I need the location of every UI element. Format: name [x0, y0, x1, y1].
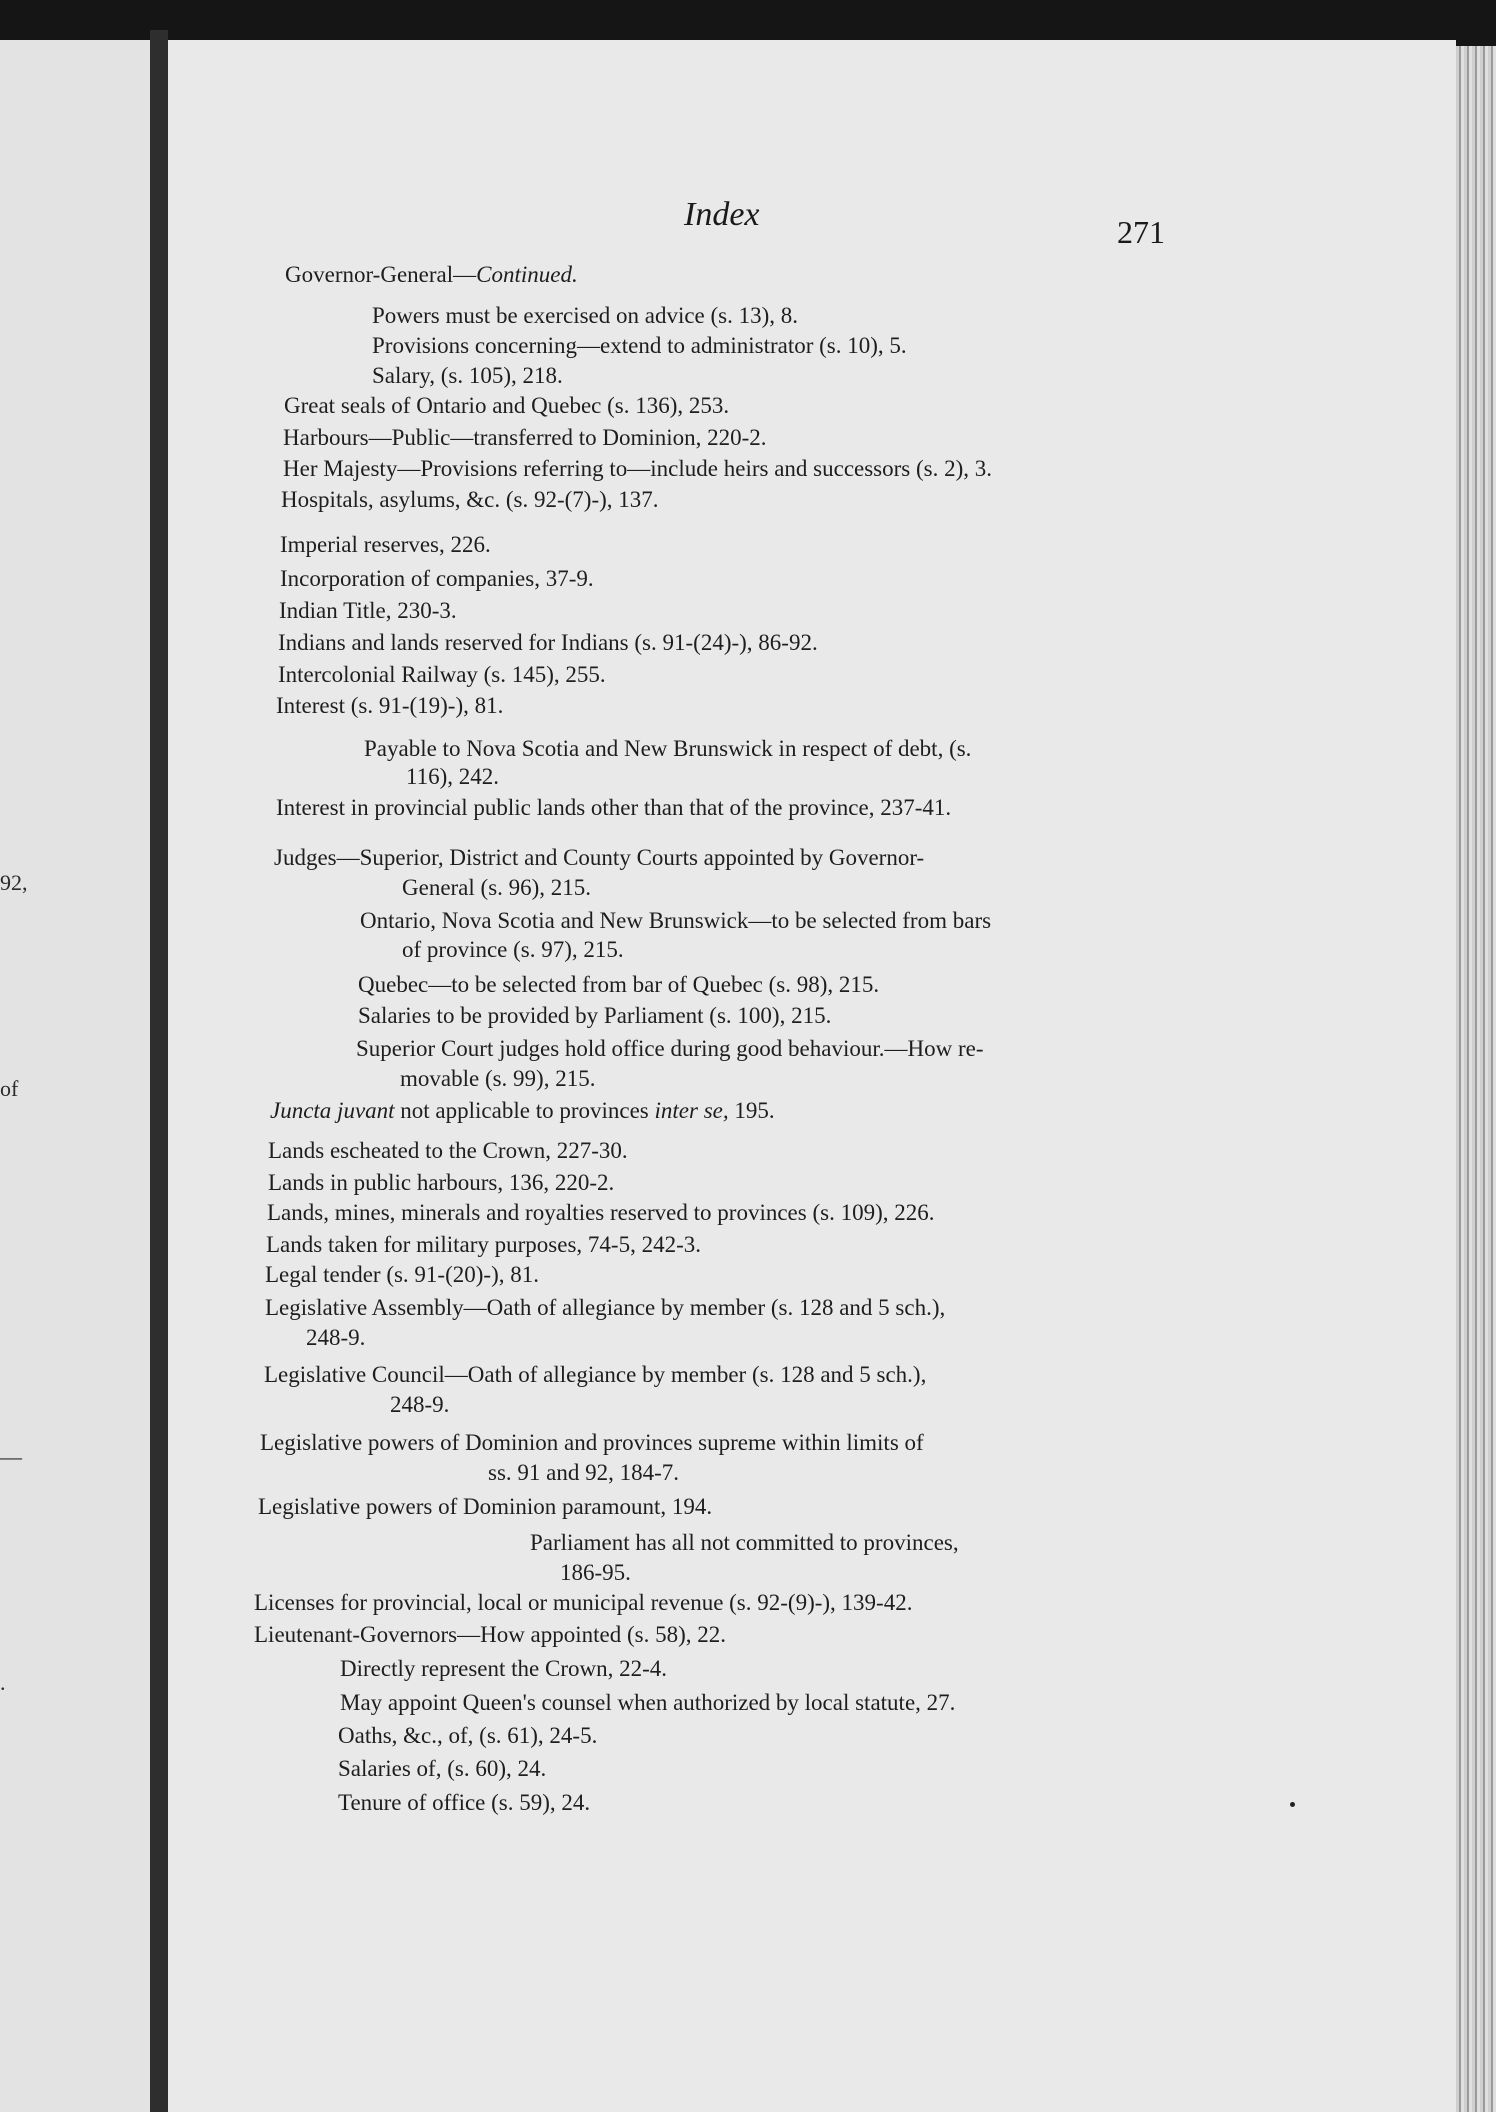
- entry-text: of province (s. 97), 215.: [402, 937, 624, 962]
- speck: [1290, 1802, 1295, 1807]
- entry-text: Oaths, &c., of, (s. 61), 24-5.: [338, 1723, 598, 1748]
- italic-text: Continued.: [476, 262, 578, 287]
- index-entry-line: [406, 764, 499, 790]
- entry-text: Governor-General—: [285, 262, 477, 287]
- entry-text: Lands, mines, minerals and royalties reserved to provinces (s. 109), 226.: [267, 1200, 935, 1225]
- index-entry-line: [278, 662, 606, 688]
- index-entry-line: [283, 425, 767, 451]
- entry-text: Her Majesty—Provisions referring to—include heirs and successors (s. 2), 3.: [283, 456, 993, 481]
- entry-text: Powers must be exercised on advice (s. 13), 8.: [372, 303, 799, 328]
- index-entry-line: [254, 1622, 726, 1648]
- left-page-fragment: 92,: [0, 870, 28, 895]
- index-entry-line: [281, 487, 659, 513]
- entry-text: Indians and lands reserved for Indians (s. 91-(24)-), 86-92.: [278, 630, 818, 655]
- index-entry-line: [372, 333, 907, 359]
- entry-text: Tenure of office (s. 59), 24.: [338, 1790, 591, 1815]
- running-head-title: Index: [684, 196, 760, 233]
- entry-text: Imperial reserves, 226.: [280, 532, 491, 557]
- entry-text: Legislative powers of Dominion and provinces supreme within limits of: [260, 1430, 924, 1455]
- entry-text: Legislative Council—Oath of allegiance by member (s. 128 and 5 sch.),: [264, 1362, 927, 1387]
- index-entry-line: [340, 1656, 667, 1682]
- entry-text: Lands in public harbours, 136, 220-2.: [268, 1170, 615, 1195]
- index-entry-line: [268, 1138, 628, 1164]
- index-entry-line: [258, 1494, 712, 1520]
- entry-text: May appoint Queen's counsel when authorized by local statute, 27.: [340, 1690, 956, 1715]
- entry-text: Legislative Assembly—Oath of allegiance by member (s. 128 and 5 sch.),: [265, 1295, 946, 1320]
- entry-text: Payable to Nova Scotia and New Brunswick in respect of debt, (s.: [364, 736, 972, 761]
- entry-text: Parliament has all not committed to provinces,: [530, 1530, 959, 1555]
- entry-text: Legal tender (s. 91-(20)-), 81.: [265, 1262, 539, 1287]
- entry-text: Judges—Superior, District and County Courts appointed by Governor-: [274, 845, 925, 870]
- entry-text: General (s. 96), 215.: [402, 875, 592, 900]
- entry-text: Lieutenant-Governors—How appointed (s. 58), 22.: [254, 1622, 727, 1647]
- left-page-fragment: —: [0, 1444, 22, 1469]
- entry-text: Directly represent the Crown, 22-4.: [340, 1656, 668, 1681]
- entry-text: ss. 91 and 92, 184-7.: [488, 1460, 680, 1485]
- index-entry-line: [278, 630, 818, 656]
- index-entry-line: [276, 795, 951, 821]
- index-entry-line: [265, 1262, 539, 1288]
- index-entry-line: [270, 1098, 775, 1124]
- entry-text: Licenses for provincial, local or municipal revenue (s. 92-(9)-), 139-42.: [254, 1590, 913, 1615]
- index-entry-line: [264, 1362, 926, 1388]
- entry-text: Quebec—to be selected from bar of Quebec (s. 98), 215.: [358, 972, 880, 997]
- index-entry-line: [372, 363, 563, 389]
- entry-text: Interest (s. 91-(19)-), 81.: [276, 693, 504, 718]
- entry-text: 195.: [728, 1098, 775, 1123]
- italic-text: inter se,: [654, 1098, 729, 1123]
- entry-text: Legislative powers of Dominion paramount, 194.: [258, 1494, 713, 1519]
- italic-text: Juncta juvant: [270, 1098, 395, 1123]
- index-entry-line: [268, 1170, 614, 1196]
- page-number: 271: [1117, 214, 1165, 250]
- index-entry-line: [488, 1460, 679, 1486]
- entry-text: Incorporation of companies, 37-9.: [280, 566, 594, 591]
- entry-text: movable (s. 99), 215.: [400, 1066, 596, 1091]
- index-entry-line: [280, 532, 491, 558]
- entry-text: Intercolonial Railway (s. 145), 255.: [278, 662, 606, 687]
- left-page-fragment: of: [0, 1076, 19, 1101]
- entry-text: Lands escheated to the Crown, 227-30.: [268, 1138, 628, 1163]
- entry-text: Salary, (s. 105), 218.: [372, 363, 563, 388]
- index-entry-line: [265, 1295, 945, 1321]
- entry-text: Superior Court judges hold office during good behaviour.—How re-: [356, 1036, 984, 1061]
- entry-text: not applicable to provinces: [394, 1098, 655, 1123]
- left-page-fragment: .: [0, 1670, 6, 1695]
- index-entry-line: [284, 393, 729, 419]
- index-entry-line: [283, 456, 992, 482]
- entry-text: Ontario, Nova Scotia and New Brunswick—to be selected from bars: [360, 908, 992, 933]
- index-entry-line: [279, 598, 457, 624]
- index-entry-line: [274, 845, 924, 871]
- entry-text: Hospitals, asylums, &c. (s. 92-(7)-), 137.: [281, 487, 659, 512]
- index-entry-line: [338, 1723, 597, 1749]
- entry-text: 248-9.: [390, 1392, 450, 1417]
- index-entry-line: [390, 1392, 449, 1418]
- index-entry-line: [358, 972, 879, 998]
- index-entry-line: [306, 1325, 365, 1351]
- index-entry-line: [276, 693, 503, 719]
- index-entry-line: [338, 1790, 590, 1816]
- entry-text: Great seals of Ontario and Quebec (s. 136), 253.: [284, 393, 730, 418]
- index-entry-line: [260, 1430, 924, 1456]
- index-entry-line: [280, 566, 594, 592]
- index-entry-line: [364, 736, 971, 762]
- index-entry-line: [358, 1003, 831, 1029]
- entry-text: Salaries to be provided by Parliament (s. 100), 215.: [358, 1003, 832, 1028]
- entry-text: Indian Title, 230-3.: [279, 598, 457, 623]
- entry-text: 248-9.: [306, 1325, 366, 1350]
- entry-text: 116), 242.: [406, 764, 500, 789]
- entry-text: Salaries of, (s. 60), 24.: [338, 1756, 547, 1781]
- index-entry-line: [360, 908, 991, 934]
- index-entry-line: [372, 303, 798, 329]
- index-entry-line: [530, 1530, 959, 1556]
- index-entry-line: [400, 1066, 595, 1092]
- entry-text: Provisions concerning—extend to administrator (s. 10), 5.: [372, 333, 907, 358]
- index-entry-line: [560, 1560, 631, 1586]
- index-entry-line: [266, 1232, 701, 1258]
- index-entry-line: [356, 1036, 984, 1062]
- entry-text: 186-95.: [560, 1560, 631, 1585]
- index-entry-line: [340, 1690, 955, 1716]
- index-entry-line: [267, 1200, 934, 1226]
- index-entry-line: [338, 1756, 546, 1782]
- entry-text: Lands taken for military purposes, 74-5, 242-3.: [266, 1232, 701, 1257]
- index-entry-line: [285, 262, 578, 288]
- index-entry-line: [402, 875, 591, 901]
- index-entry-line: [402, 937, 624, 963]
- entry-text: Harbours—Public—transferred to Dominion, 220-2.: [283, 425, 767, 450]
- index-entry-line: [254, 1590, 912, 1616]
- entry-text: Interest in provincial public lands other than that of the province, 237-41.: [276, 795, 952, 820]
